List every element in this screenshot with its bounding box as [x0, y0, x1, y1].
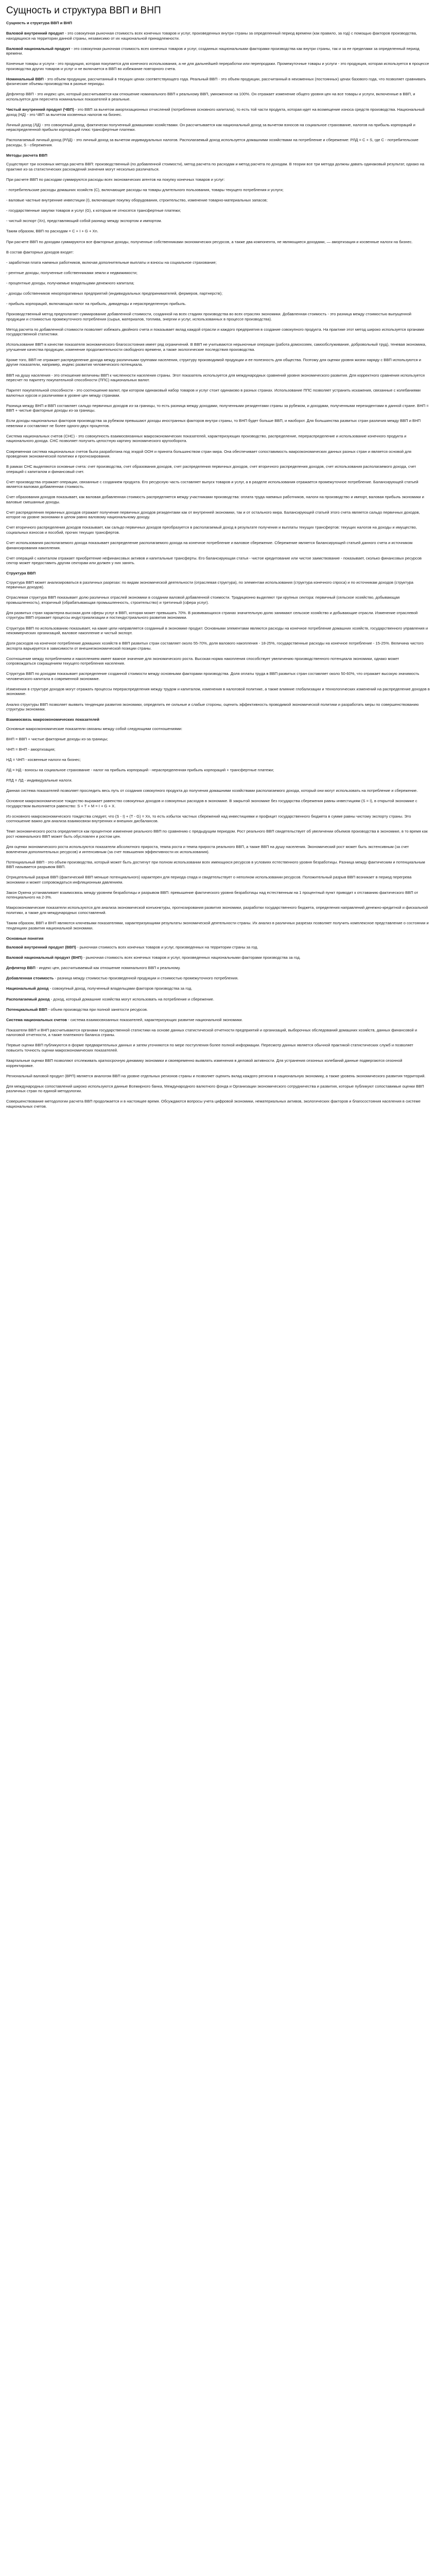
paragraph-text: Анализ структуры ВВП позволяет выявить тенденции развития экономики, определить ее сильные и слабые стороны, оценить эффективность проводимой экономической политики и разработать меры по совершенствованию структуры экономики. — [6, 702, 419, 711]
paragraph — [6, 814, 430, 824]
paragraph — [6, 434, 430, 444]
paragraph — [6, 291, 430, 296]
paragraph-text: - это совокупная рыночная стоимость всех конечных товаров и услуг, произведенных внутри страны за определенный период времени (как правило, за год) с помощью факторов производства, находящихся на территории данной страны, независимо от их национальной принадлежности. — [6, 31, 417, 41]
paragraph-text: ЧНП = ВНП - амортизация; — [6, 747, 56, 752]
paragraph — [6, 270, 430, 276]
paragraph — [6, 1043, 430, 1053]
paragraph-text: Располагаемый личный доход (РЛД) - это личный доход за вычетом индивидуальных налогов. Располагаемый доход используется домашними хозяйствами на потребление и сбережение: РЛД = C + S, где C - потребительские расходы, S - сбережения. — [6, 138, 418, 147]
term-lead: Валовой национальный продукт (ВНП) — [6, 955, 83, 960]
paragraph — [6, 580, 430, 590]
paragraph-text: - прибыль корпораций, включающая налог на прибыль, дивиденды и нераспределенную прибыль. — [6, 301, 186, 307]
paragraph — [6, 525, 430, 535]
paragraph-text: - доходы собственников некорпоративных предприятий (индивидуальных предпринимателей, фермеров, партнерств); — [6, 291, 223, 296]
paragraph — [6, 595, 430, 605]
paragraph-text: - процентные доходы, получаемые владельцами денежного капитала; — [6, 280, 134, 285]
paragraph — [6, 945, 430, 950]
term-lead: Располагаемый доход — [6, 996, 50, 1002]
term-lead: Национальный доход — [6, 986, 49, 991]
term-lead: Валовой национальный продукт — [6, 46, 71, 51]
paragraph-text: - это ВВП за вычетом амортизационных отчислений (потребления основного капитала), то есть той части продукта, которая идет на возмещение износа средств производства. Национальный доход (НД) - это ЧВП за вычетом косвенных налогов на бизнес. — [6, 107, 425, 117]
paragraph — [6, 921, 430, 930]
section-heading: Основные понятия — [6, 936, 44, 941]
paragraph — [6, 905, 430, 915]
paragraph — [6, 250, 430, 255]
paragraph — [6, 77, 430, 87]
paragraph-text: Конечные товары и услуги - это продукция, которая покупается для конечного использования, а не для дальнейшей переработки или перепродажи. Промежуточные товары и услуги - это продукция, которая используется в процессе производства других товаров и услуг и не включается в ВВП во избежание повторного счета. — [6, 61, 429, 71]
paragraph — [6, 757, 430, 762]
paragraph — [6, 778, 430, 783]
paragraph — [6, 747, 430, 752]
paragraph-text: - валовые частные внутренние инвестиции (I), включающие покупку оборудования, строительство, изменение товарно-материальных запасов; — [6, 198, 268, 203]
paragraph-text: - разница между стоимостью произведенной продукции и стоимостью промежуточного потребления. — [54, 976, 239, 981]
paragraph — [6, 656, 430, 666]
paragraph-text: Основное макроэкономическое тождество выражает равенство совокупных доходов и совокупных расходов в экономике. В закрытой экономике без государства сбережения равны инвестициям (S = I), в открытой экономике с государством выполняется равенство: S + T + M = I + G + X. — [6, 799, 417, 808]
section-heading: Методы расчета ВВП — [6, 152, 47, 158]
paragraph-text: - совокупный доход, полученный владельцами факторов производства за год. — [48, 986, 193, 991]
paragraph — [6, 301, 430, 307]
paragraph-text: Личный доход (ЛД) - это совокупный доход, фактически полученный домашними хозяйствами. Он рассчитывается как национальный доход за вычетом взносов на социальное страхование, налогов на прибыль корпораций и нераспределенной прибыли корпораций плюс трансфертные платежи. — [6, 122, 415, 132]
paragraph-text: Разница между ВНП и ВВП составляет сальдо первичных доходов из-за границы, то есть разница между доходами, полученными резидентами страны за рубежом, и доходами, полученными нерезидентами в данной стране. ВНП = ВВП + чистые факторные доходы из-за границы. — [6, 403, 429, 413]
paragraph-text: Отрицательный разрыв ВВП (фактический ВВП меньше потенциального) характерен для периода спада и свидетельствует о неполном использовании ресурсов. Положительный разрыв ВВП возникает в период перегрева экономики и может сопровождаться инфляционным давлением. — [6, 875, 412, 885]
paragraph — [6, 495, 430, 504]
paragraph-text: Отраслевая структура ВВП показывает долю различных отраслей экономики в создании валовой добавленной стоимости. Традиционно выделяют три крупных сектора: первичный (сельское хозяйство, добывающая промышленность), вторичный (обрабатывающая промышленность, строительство) и третичный (сфера услуг). — [6, 595, 400, 605]
paragraph — [6, 327, 430, 337]
paragraph — [6, 726, 430, 732]
paragraph — [6, 510, 430, 520]
paragraph-text: - заработная плата наемных работников, включая дополнительные выплаты и взносы на социальное страхование; — [6, 260, 217, 265]
paragraph-text: Паритет покупательной способности - это соотношение валют, при котором одинаковый набор товаров и услуг стоит одинаково в разных странах. Использование ППС позволяет устранить искажения, связанные с колебаниями валютных курсов и различиями в уровне цен между странами. — [6, 388, 421, 398]
paragraph — [6, 540, 430, 550]
paragraph — [6, 702, 430, 712]
paragraph — [6, 342, 430, 352]
paragraph-text: Данная система показателей позволяет проследить весь путь от создания совокупного продукта до получения домашними хозяйствами располагаемого дохода, который они могут использовать на потребление и сбережение. — [6, 788, 418, 793]
paragraph — [6, 123, 430, 132]
term-lead: Номинальный ВВП — [6, 76, 44, 81]
paragraph-text: Региональный валовой продукт (ВРП) является аналогом ВВП на уровне отдельных регионов страны и позволяет оценить вклад каждого региона в национальную экономику, а также уровень экономического развития территорий. — [6, 1073, 426, 1078]
paragraph-text: - индекс цен, рассчитываемый как отношение номинального ВВП к реальному. — [35, 965, 181, 971]
paragraph-text: Структура ВВП по доходам показывает распределение созданной стоимости между основными факторами производства. Доля оплаты труда в ВВП развитых стран составляет около 50-60%, что отражает высокую значимость человеческого капитала в современной экономике. — [6, 671, 420, 681]
paragraph-text: Структура ВВП по использованию показывает, на какие цели направляется созданный в экономике продукт. Основными элементами являются расходы на конечное потребление домашних хозяйств, государственного управления и некоммерческих организаций, валовое накопление и чистый экспорт. — [6, 625, 428, 636]
paragraph-text: - рыночная стоимость всех конечных товаров и услуг, произведенных на территории страны за год. — [76, 945, 258, 950]
paragraph-text: Если доходы национальных факторов производства за рубежом превышают доходы иностранных факторов внутри страны, то ВНП будет больше ВВП, и наоборот. Для большинства развитых стран различия между ВВП и ВНП невелики и составляют не более одного-двух процентов. — [6, 418, 421, 428]
paragraph-text: РЛД = ЛД - индивидуальные налоги. — [6, 778, 73, 783]
paragraph-text: При расчете ВВП по расходам суммируются расходы всех экономических агентов на покупку конечных товаров и услуг: — [6, 177, 225, 182]
document-body — [6, 21, 430, 1109]
paragraph — [6, 177, 430, 182]
paragraph — [6, 358, 430, 367]
paragraph-text: Соотношение между потреблением и накоплением имеет важное значение для экономического роста. Высокая норма накопления способствует увеличению производственного потенциала экономики, однако может сопровождаться сокращением текущего потребления населения. — [6, 656, 399, 666]
paragraph-text: - это объем продукции, рассчитанный в текущих ценах соответствующего года. Реальный ВВП - это объем продукции, рассчитанный в неизменных (постоянных) ценах базового года, что позволяет сравнивать физические объемы производства в разные периоды. — [6, 76, 426, 87]
paragraph-text: Счет производства отражает операции, связанные с созданием продукта. Его ресурсную часть составляет выпуск товаров и услуг, а в разделе использования отражается промежуточное потребление. Балансирующей статьей является валовая добавленная стоимость. — [6, 479, 418, 489]
paragraph-text: Метод расчета по добавленной стоимости позволяет избежать двойного счета и показывает вклад каждой отрасли и каждого предприятия в создание совокупного продукта. На практике этот метод широко используется органами государственной статистики. — [6, 327, 424, 337]
paragraph-text: Таким образом, ВВП и ВНП являются ключевыми показателями, характеризующими результаты экономической деятельности страны. Их анализ в различных разрезах позволяет получить комплексное представление о состоянии и тенденциях развития национальной экономики. — [6, 921, 429, 930]
paragraph-text: Кроме того, ВВП не отражает распределение дохода между различными группами населения, структуру производимой продукции и ее полезность для общества. Поэтому для оценки уровня жизни наряду с ВВП используются и другие показатели, например, индекс развития человеческого потенциала. — [6, 357, 421, 367]
paragraph — [6, 976, 430, 981]
paragraph — [6, 31, 430, 41]
paragraph — [6, 556, 430, 566]
paragraph-text: Счет использования располагаемого дохода показывает распределение располагаемого дохода на конечное потребление и валовое сбережение. Сбережение является балансирующей статьей данного счета и источником финансирования накопления. — [6, 540, 413, 550]
paragraph — [6, 1028, 430, 1038]
paragraph-text: В состав факторных доходов входят: — [6, 249, 74, 255]
term-lead: Дефлятор ВВП — [6, 965, 36, 971]
paragraph-text: - потребительские расходы домашних хозяйств (С), включающие расходы на товары длительного пользования, товары текущего потребления и услуги; — [6, 188, 284, 193]
paragraph — [6, 208, 430, 213]
paragraph-text: Счет операций с капиталом отражает приобретение нефинансовых активов и капитальные трансферты. Его балансирующая статья - чистое кредитование или чистое заимствование - показывает, сколько финансовых ресурсов сектор может предоставить другим секторам или должен у них занять. — [6, 555, 422, 566]
term-lead: Чистый внутренний продукт (ЧВП) — [6, 107, 74, 112]
paragraph-text: Совершенствование методологии расчета ВВП продолжается и в настоящее время. Обсуждаются вопросы учета цифровой экономики, нематериальных активов, экологических факторов и благосостояния населения в системе национальных счетов. — [6, 1099, 421, 1109]
paragraph — [6, 1099, 430, 1109]
paragraph — [6, 138, 430, 147]
page-title: Сущность и структура ВВП и ВНП — [6, 5, 161, 16]
paragraph-text: ЛД = НД - взносы на социальное страхование - налог на прибыль корпораций - нераспределенная прибыль корпораций + трансфертные платежи; — [6, 767, 274, 772]
term-lead: Потенциальный ВВП — [6, 1007, 47, 1012]
paragraph — [6, 418, 430, 428]
paragraph — [6, 829, 430, 839]
paragraph — [6, 162, 430, 172]
paragraph — [6, 403, 430, 413]
paragraph — [6, 260, 430, 265]
paragraph-text: - чистый экспорт (Xn), представляющий собой разницу между экспортом и импортом. — [6, 218, 162, 224]
paragraph-text: Дефлятор ВВП - это индекс цен, который рассчитывается как отношение номинального ВВП к реальному ВВП, умноженное на 100%. Он отражает изменение общего уровня цен на все товары и услуги, включенные в ВВП, и используется для пересчета номинальных показателей в реальные. — [6, 92, 415, 101]
paragraph-text: ВНП = ВВП + чистые факторные доходы из-за границы; — [6, 736, 108, 741]
paragraph — [6, 46, 430, 56]
paragraph-text: В рамках СНС выделяются основные счета: счет производства, счет образования доходов, счет распределения первичных доходов, счет вторичного распределения доходов, счет использования располагаемого дохода, счет операций с капиталом и финансовый счет. — [6, 464, 416, 474]
paragraph — [6, 1084, 430, 1094]
paragraph-text: Из основного макроэкономического тождества следует, что (S - I) + (T - G) = Xn, то есть избыток частных сбережений над инвестициями и профицит государственного бюджета в сумме равны чистому экспорту страны. Это соотношение важно для анализа взаимосвязи внутренних и внешних дисбалансов. — [6, 814, 411, 824]
paragraph-text: Макроэкономические показатели используются для анализа экономической конъюнктуры, прогнозирования развития экономики, разработки государственного бюджета, определения направлений денежно-кредитной и фискальной политики, а также для международных сопоставлений. — [6, 905, 428, 915]
paragraph — [6, 768, 430, 773]
paragraph — [6, 229, 430, 234]
paragraph-text: - система взаимосвязанных показателей, характеризующих развитие национальной экономики. — [67, 1017, 243, 1022]
paragraph-text: Счет вторичного распределения доходов показывает, как сальдо первичных доходов преобразуется в располагаемый доход в результате получения и выплаты текущих трансфертов: текущих налогов на доходы и имущество, социальных взносов и пособий, прочих текущих трансфертов. — [6, 525, 417, 535]
paragraph — [6, 218, 430, 224]
paragraph — [6, 464, 430, 474]
section-heading: Взаимосвязь макроэкономических показателей — [6, 717, 99, 722]
paragraph-text: ВВП на душу населения - это отношение величины ВВП к численности населения страны. Этот показатель используется для международных сравнений уровня экономического развития. Для корректного сравнения используется пересчет по паритету покупательной способности (ППС) национальных валют. — [6, 372, 425, 383]
paragraph — [6, 986, 430, 991]
paragraph — [6, 388, 430, 398]
paragraph-text: Структура ВВП может анализироваться в различных разрезах: по видам экономической деятельности (отраслевая структура), по элементам использования (структура конечного спроса) и по источникам доходов (структура первичных доходов). — [6, 580, 414, 590]
paragraph — [6, 107, 430, 117]
paragraph-text: НД = ЧНП - косвенные налоги на бизнес; — [6, 757, 81, 762]
term-lead: Валовой внутренний продукт (ВВП) — [6, 945, 76, 950]
paragraph-text: Таким образом, ВВП по расходам = C + I + G + Xn. — [6, 229, 98, 234]
paragraph-text: Производственный метод предполагает суммирование добавленной стоимости, созданной на всех стадиях производства во всех отраслях экономики. Добавленная стоимость - это разница между стоимостью выпущенной продукции и стоимостью промежуточного потребления (сырья, материалов, топлива, энергии и услуг, использованных в процессе производства). — [6, 312, 412, 321]
paragraph — [6, 965, 430, 971]
paragraph-text: Использование ВВП в качестве показателя экономического благосостояния имеет ряд ограничений. В ВВП не учитываются нерыночные операции (работа домохозяек, самообслуживание, добровольный труд), теневая экономика, улучшение качества продукции, изменение продолжительности свободного времени, а также экологические последствия производства. — [6, 342, 426, 352]
paragraph-text: Изменения в структуре доходов могут отражать процессы перераспределения между трудом и капиталом, изменения в налоговой политике, а также влияние глобализации и технологических изменений на распределение доходов в экономике. — [6, 686, 430, 697]
paragraph-text: Закон Оукена устанавливает взаимосвязь между уровнем безработицы и разрывом ВВП: превышение фактического уровня безработицы над естественным на 1 процентный пункт приводит к отставанию фактического ВВП от потенциального на 2-3%. — [6, 890, 418, 900]
paragraph — [6, 1058, 430, 1068]
paragraph-text: Квартальные оценки ВВП позволяют отслеживать краткосрочную динамику экономики и своевременно выявлять изменения в деловой активности. Для устранения сезонных колебаний данные подвергаются сезонной корректировке. — [6, 1058, 403, 1068]
paragraph-text: Потенциальный ВВП - это объем производства, который может быть достигнут при полном использовании всех имеющихся ресурсов в условиях естественного уровня безработицы. Разница между фактическим и потенциальным ВВП называется разрывом ВВП. — [6, 859, 425, 870]
paragraph — [6, 860, 430, 870]
paragraph — [6, 281, 430, 286]
paragraph-text: - это совокупная рыночная стоимость всех конечных товаров и услуг, созданных национальными факторами производства как внутри страны, так и за ее пределами за определенный период времени. — [6, 46, 420, 56]
paragraph — [6, 188, 430, 193]
paragraph-text: Для международных сопоставлений широко используются данные Всемирного банка, Международного валютного фонда и Организации экономического сотрудничества и развития, которые публикуют сопоставимые оценки ВВП различных стран по единой методологии. — [6, 1083, 424, 1094]
paragraph-text: - государственные закупки товаров и услуг (G), к которым не относятся трансфертные платежи; — [6, 208, 181, 213]
paragraph-text: При расчете ВВП по доходам суммируются все факторные доходы, полученные собственниками экономических ресурсов, а также два компонента, не являющиеся доходами, — амортизация и косвенные налоги на бизнес. — [6, 239, 413, 244]
paragraph — [6, 312, 430, 321]
paragraph-text: Темп экономического роста определяется как процентное изменение реального ВВП по сравнению с предыдущим периодом. Рост реального ВВП свидетельствует об увеличении объемов производства в экономике, в то время как рост номинального ВВП может быть обусловлен и ростом цен. — [6, 829, 428, 839]
paragraph — [6, 61, 430, 71]
paragraph-text: Система национальных счетов (СНС) - это совокупность взаимосвязанных макроэкономических показателей, характеризующих производство, распределение, перераспределение и использование конечного продукта и национального дохода. СНС позволяет получить целостную картину экономического кругооборота. — [6, 433, 407, 444]
paragraph — [6, 671, 430, 681]
paragraph-text: Для оценки экономического роста используются показатели абсолютного прироста, темпа роста и темпа прироста реального ВВП, а также ВВП на душу населения. Экономический рост может быть экстенсивным (за счет вовлечения дополнительных ресурсов) и интенсивным (за счет повышения эффективности их использования). — [6, 844, 409, 854]
paragraph — [6, 373, 430, 383]
paragraph-text: - рыночная стоимость всех конечных товаров и услуг, произведенных национальными факторами производства за год. — [82, 955, 301, 960]
paragraph-text: - рентные доходы, полученные собственниками земли и недвижимости; — [6, 270, 137, 275]
paragraph — [6, 1007, 430, 1012]
paragraph — [6, 788, 430, 793]
paragraph — [6, 1074, 430, 1079]
paragraph-text: Счет образования доходов показывает, как валовая добавленная стоимость распределяется между участниками производства: оплата труда наемных работников, налоги на производство и импорт, валовая прибыль экономики и валовые смешанные доходы. — [6, 495, 424, 504]
paragraph — [6, 626, 430, 636]
paragraph — [6, 480, 430, 489]
paragraph — [6, 611, 430, 620]
term-lead: Валовой внутренний продукт — [6, 31, 64, 36]
paragraph-text: Первые оценки ВВП публикуются в форме предварительных данных и затем уточняются по мере поступления более полной информации. Пересмотр данных является обычной практикой статистических служб и позволяет повысить точность оценки макроэкономических показателей. — [6, 1043, 413, 1053]
paragraph — [6, 687, 430, 697]
paragraph — [6, 240, 430, 245]
section-heading: Сущность и структура ВВП и ВНП — [6, 21, 72, 25]
paragraph-text: - доход, который домашние хозяйства могут использовать на потребление и сбережение. — [49, 996, 214, 1002]
paragraph-text: Доля расходов на конечное потребление домашних хозяйств в ВВП развитых стран составляет около 55-70%, доля валового накопления - 18-25%, государственные расходы на конечное потребление - 15-25%. Величина чистого экспорта варьируется в зависимости от внешнеэкономической позиции страны. — [6, 641, 424, 651]
paragraph — [6, 449, 430, 459]
paragraph — [6, 92, 430, 101]
paragraph-text: Основные макроэкономические показатели связаны между собой следующими соотношениями: — [6, 726, 183, 731]
paragraph — [6, 890, 430, 900]
term-lead: Система национальных счетов — [6, 1017, 67, 1022]
term-lead: Добавленная стоимость — [6, 976, 54, 981]
paragraph — [6, 198, 430, 203]
paragraph-text: Показатели ВВП и ВНП рассчитываются органами государственной статистики на основе данных статистической отчетности предприятий и организаций, выборочных обследований домашних хозяйств, данных финансовой и налоговой отчетности, а также платежного баланса страны. — [6, 1027, 417, 1038]
paragraph-text: - объем производства при полной занятости ресурсов. — [47, 1007, 148, 1012]
paragraph-text: Для развитых стран характерна высокая доля сферы услуг в ВВП, которая может превышать 70%. В развивающихся странах значительную долю занимают сельское хозяйство и добывающие отрасли. Изменение отраслевой структуры ВВП отражает процессы индустриализации и постиндустриального развития экономики. — [6, 610, 418, 620]
paragraph-text: Существуют три основных метода расчета ВВП: производственный (по добавленной стоимости), метод расчета по расходам и метод расчета по доходам. В теории все три метода должны давать одинаковый результат, однако на практике из-за статистических расхождений значения могут несколько различаться. — [6, 162, 425, 172]
paragraph — [6, 641, 430, 651]
paragraph — [6, 1018, 430, 1023]
document — [0, 0, 436, 1109]
paragraph-text: Современная система национальных счетов была разработана под эгидой ООН и принята большинством стран мира. Она обеспечивает сопоставимость макроэкономических данных разных стран и является основой для проведения экономической политики и прогнозирования. — [6, 449, 412, 459]
paragraph — [6, 799, 430, 808]
paragraph — [6, 737, 430, 742]
section-heading: Структура ВВП — [6, 571, 36, 576]
paragraph — [6, 997, 430, 1002]
paragraph-text: Счет распределения первичных доходов отражает получение первичных доходов резидентами как от внутренней экономики, так и от остального мира. Балансирующей статьей этого счета является сальдо первичных доходов, которое на уровне экономики в целом равно валовому национальному доходу. — [6, 510, 420, 520]
paragraph — [6, 844, 430, 854]
paragraph — [6, 955, 430, 960]
paragraph — [6, 875, 430, 885]
